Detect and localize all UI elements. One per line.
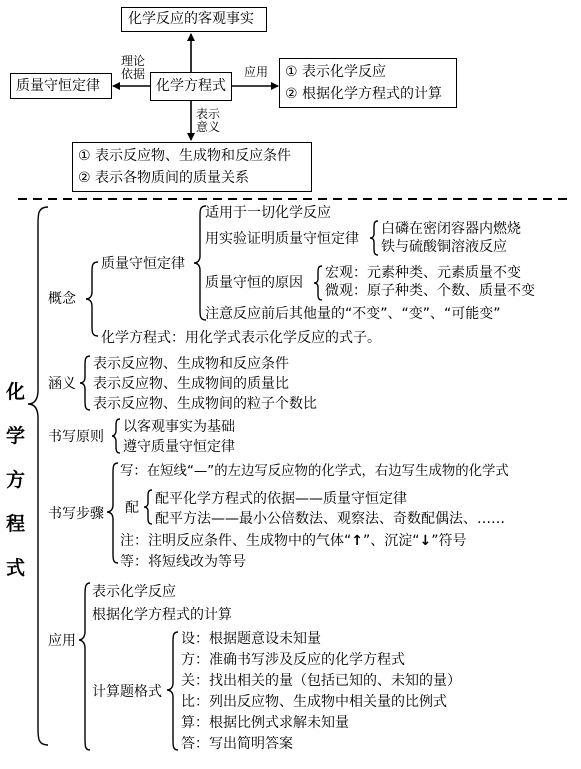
precipitate-down-arrow-icon: ↓ <box>419 533 432 549</box>
calc-item-2: 方：准确书写涉及反应的化学方程式 <box>181 652 405 668</box>
principle-label: 书写原则 <box>48 429 104 445</box>
balance-item-1: 配平化学方程式的依据——质量守恒定律 <box>155 491 407 507</box>
calc-item-6: 答：写出简明答案 <box>181 736 293 752</box>
root-title <box>6 370 28 590</box>
concept-experiment: 用实验证明质量守恒定律 <box>205 231 359 247</box>
root-char-3: 方 <box>6 469 26 491</box>
arrow-right-label: 应用 <box>244 65 269 79</box>
steps-write: 写：在短线“—”的左边写反应物的化学式，右边写生成物的化学式 <box>120 464 509 479</box>
steps-note-suffix: ”符号 <box>431 533 467 549</box>
steps-note-prefix: 注：注明反应条件、生成物中的气体“ <box>120 533 352 549</box>
meaning-item-3: 表示反应物、生成物间的粒子个数比 <box>93 396 317 412</box>
arrow-down-label-2: 意义 <box>196 120 221 134</box>
experiment-item-1: 白磷在密闭容器内燃烧 <box>381 221 521 237</box>
steps-balance-label: 配 <box>125 500 139 516</box>
concept-applies: 适用于一切化学反应 <box>205 205 331 221</box>
concept-label: 概念 <box>48 291 76 307</box>
principle-item-2: 遵守质量守恒定律 <box>123 439 235 455</box>
calc-item-1: 设：根据题意设未知量 <box>181 631 321 647</box>
right-apply-box <box>279 58 457 108</box>
steps-note-mid: ”、沉淀“ <box>363 533 420 549</box>
left-law-box <box>10 73 112 99</box>
application-label: 应用 <box>48 633 76 649</box>
calc-item-3: 关：找出相关的量（包括已知的、未知的量） <box>181 673 461 689</box>
bottom-meaning-item-1: ① 表示反应物、生成物和反应条件 <box>78 148 292 164</box>
calc-item-5: 算：根据比例式求解未知量 <box>181 715 349 731</box>
principle-item-1: 以客观事实为基础 <box>123 419 235 435</box>
arrow-left-label-2: 依据 <box>121 67 146 81</box>
calc-item-4: 比：列出反应物、生成物中相关量的比例式 <box>181 694 447 710</box>
meaning-label: 涵义 <box>48 376 76 392</box>
fact-box-text: 化学反应的客观事实 <box>128 11 254 27</box>
steps-equal: 等：将短线改为等号 <box>120 554 246 570</box>
experiment-item-2: 铁与硫酸铜溶液反应 <box>381 239 507 255</box>
root-char-5: 式 <box>6 557 26 579</box>
reason-item-1: 宏观：元素种类、元素质量不变 <box>325 265 521 281</box>
bottom-meaning-item-2: ② 表示各物质间的质量关系 <box>78 170 250 186</box>
root-char-4: 程 <box>6 513 26 535</box>
center-box <box>150 72 232 101</box>
meaning-item-2: 表示反应物、生成物间的质量比 <box>93 376 289 392</box>
application-item-2: 根据化学方程式的计算 <box>92 607 232 623</box>
concept-definition: 化学方程式：用化学式表示化学反应的式子。 <box>101 330 381 346</box>
right-apply-item-1: ① 表示化学反应 <box>285 64 387 80</box>
root-char-2: 学 <box>6 425 26 447</box>
calc-label: 计算题格式 <box>92 684 162 700</box>
steps-label: 书写步骤 <box>48 506 104 522</box>
gas-up-arrow-icon: ↑ <box>351 533 363 549</box>
fact-box <box>121 7 267 32</box>
bottom-meaning-box <box>72 142 312 192</box>
application-item-1: 表示化学反应 <box>92 584 176 600</box>
concept-reason: 质量守恒的原因 <box>205 275 303 291</box>
conservation-label: 质量守恒定律 <box>101 256 185 272</box>
meaning-item-1: 表示反应物、生成物和反应条件 <box>93 356 289 372</box>
arrow-left-label-1: 理论 <box>121 54 146 68</box>
balance-item-2: 配平方法——最小公倍数法、观察法、奇数配偶法、…… <box>155 511 505 527</box>
right-apply-item-2: ② 根据化学方程式的计算 <box>285 86 443 102</box>
reason-item-2: 微观：原子种类、个数、质量不变 <box>325 283 535 299</box>
root-char-1: 化 <box>6 381 26 403</box>
concept-note: 注意反应前后其他量的“不变”、“变”、“可能变” <box>205 306 501 322</box>
steps-note-row <box>120 533 467 549</box>
left-law-box-text: 质量守恒定律 <box>16 78 100 94</box>
arrow-down-label-1: 表示 <box>196 107 221 121</box>
center-box-text: 化学方程式 <box>156 78 226 94</box>
